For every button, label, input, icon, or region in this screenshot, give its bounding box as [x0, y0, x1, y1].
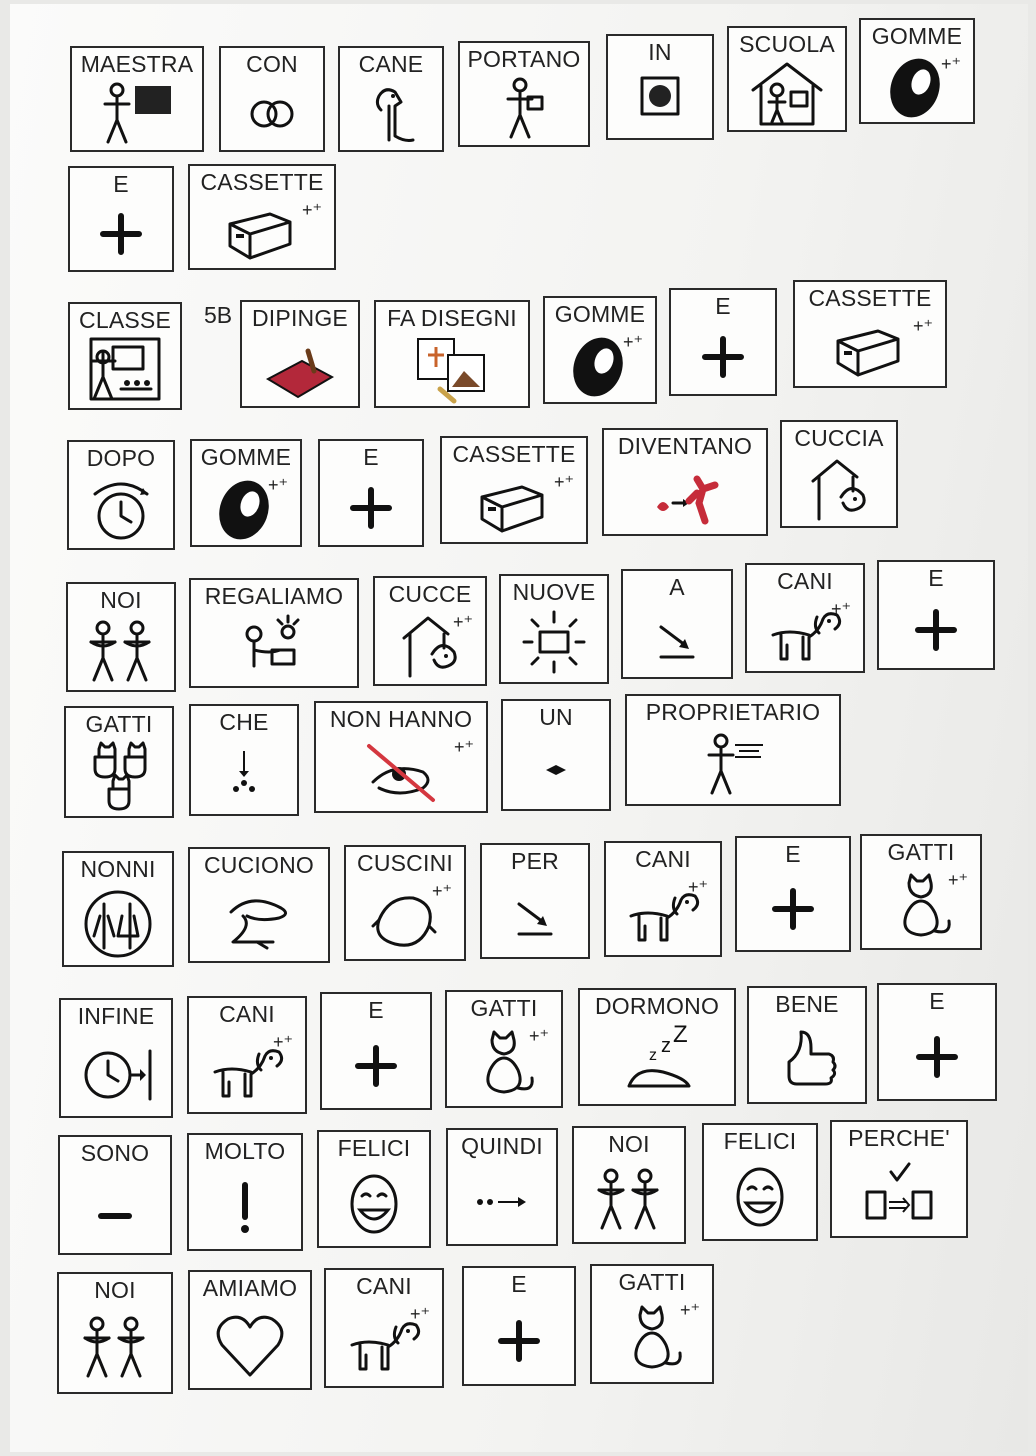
- symbol-card-label: QUINDI: [461, 1133, 543, 1159]
- symbol-picture: [879, 594, 993, 664]
- symbol-picture: [340, 80, 442, 146]
- un-icon: [514, 732, 598, 806]
- symbol-card-label: CUCCIA: [794, 425, 884, 451]
- happy-face-icon: [718, 1159, 802, 1233]
- symbol-card-fa-disegni: [374, 300, 530, 408]
- plural-marker: +⁺: [622, 332, 643, 352]
- symbol-card-felici: [702, 1123, 818, 1241]
- plus-icon: [79, 196, 163, 270]
- teacher-icon: [95, 76, 179, 150]
- symbol-card-label: PORTANO: [467, 46, 581, 72]
- become-icon: [643, 459, 727, 533]
- symbol-picture: [832, 1154, 966, 1232]
- symbol-picture: [608, 68, 712, 134]
- clock-end-icon: [74, 1035, 158, 1109]
- symbol-card-cani: [604, 841, 722, 957]
- plural-marker: +⁺: [409, 1304, 430, 1324]
- symbol-card-dipinge: [240, 300, 360, 408]
- symbol-picture: [460, 75, 588, 141]
- symbol-card-portano: [458, 41, 590, 147]
- symbol-card-amiamo: [188, 1270, 312, 1390]
- symbol-card-label: NOI: [608, 1131, 650, 1157]
- symbol-picture: [604, 462, 766, 530]
- symbol-card-label: PROPRIETARIO: [645, 699, 821, 725]
- symbol-card-label: GATTI: [470, 995, 538, 1021]
- because-icon: [857, 1156, 941, 1230]
- symbol-card-infine: [59, 998, 173, 1118]
- symbol-picture: [69, 474, 173, 544]
- symbol-card-label: E: [363, 444, 379, 470]
- symbol-card-cani: [324, 1268, 444, 1388]
- symbol-card-cassette: [793, 280, 947, 388]
- symbol-card-label: CANI: [356, 1273, 412, 1299]
- plural-marker: +⁺: [452, 612, 473, 632]
- symbol-card-noi: [66, 582, 176, 692]
- symbol-card-label: CANI: [635, 846, 691, 872]
- owner-icon: [691, 727, 775, 801]
- symbol-card-nuove: [499, 574, 609, 684]
- crate-icon: [472, 467, 556, 541]
- minus-icon: [73, 1172, 157, 1246]
- che-icon: [202, 737, 286, 811]
- symbol-picture: [221, 80, 323, 146]
- symbol-card-label: NUOVE: [512, 579, 596, 605]
- symbol-card-sono: [58, 1135, 172, 1255]
- to-arrow-icon: [635, 601, 719, 675]
- plural-marker: +⁺: [553, 472, 574, 492]
- symbol-picture: [190, 881, 328, 957]
- plural-marker: +⁺: [830, 599, 851, 619]
- plus-icon: [329, 470, 413, 544]
- symbol-card-label: SONO: [80, 1140, 150, 1166]
- symbol-card-noi: [57, 1272, 173, 1394]
- plus-icon: [477, 1303, 561, 1377]
- we-icon: [587, 1162, 671, 1236]
- symbol-picture: [574, 1160, 684, 1238]
- symbol-card-e: [877, 983, 997, 1101]
- symbol-card-gomme: [859, 18, 975, 124]
- plural-marker: +⁺: [687, 877, 708, 897]
- symbol-card-e: [735, 836, 851, 952]
- symbol-card-a: [621, 569, 733, 679]
- symbol-picture: [580, 1022, 734, 1100]
- classroom-icon: [83, 333, 167, 407]
- symbol-card-label: CLASSE: [79, 307, 171, 333]
- clock-after-icon: [79, 472, 163, 546]
- symbol-card-label: E: [929, 988, 945, 1014]
- cats-icon: [77, 739, 161, 813]
- symbol-card-label: GATTI: [85, 711, 153, 737]
- symbol-card-label: FA DISEGNI: [387, 305, 517, 331]
- symbol-card-label: FELICI: [723, 1128, 797, 1154]
- symbol-card-cuccia: [780, 420, 898, 528]
- symbol-card-label: MAESTRA: [80, 51, 194, 77]
- plus-icon: [334, 1028, 418, 1102]
- school-icon: [745, 56, 829, 130]
- we-icon: [79, 614, 163, 688]
- symbol-card-cane: [338, 46, 444, 152]
- plus-icon: [895, 1019, 979, 1093]
- symbol-card-label: PERCHE': [848, 1125, 950, 1151]
- symbol-picture: [70, 200, 172, 266]
- symbol-card-label: INFINE: [77, 1003, 155, 1029]
- symbol-card-label: FELICI: [337, 1135, 411, 1161]
- dots-arrow-icon: [460, 1164, 544, 1238]
- drawings-icon: [410, 331, 494, 405]
- symbol-card-label: E: [715, 293, 731, 319]
- symbol-picture: [66, 740, 172, 812]
- plural-marker: +⁺: [947, 870, 968, 890]
- symbol-picture: [70, 336, 180, 404]
- symbol-picture: [501, 608, 607, 678]
- symbol-card-label: DIPINGE: [252, 305, 348, 331]
- symbol-picture: [72, 80, 202, 146]
- symbol-picture: [448, 1162, 556, 1240]
- symbol-picture: [482, 877, 588, 953]
- thumbs-up-icon: [765, 1022, 849, 1096]
- symbol-card-label: MOLTO: [204, 1138, 286, 1164]
- symbol-card-label: CASSETTE: [452, 441, 576, 467]
- symbol-card-label: REGALIAMO: [204, 583, 344, 609]
- symbol-card-dopo: [67, 440, 175, 550]
- symbol-card-bene: [747, 986, 867, 1104]
- symbol-card-quindi: [446, 1128, 558, 1246]
- symbol-picture: [376, 334, 528, 402]
- to-arrow-icon: [493, 878, 577, 952]
- symbol-card-cucce: [373, 576, 487, 686]
- crate-icon: [828, 311, 912, 385]
- doghouse-icon: [797, 451, 881, 525]
- plural-marker: +⁺: [528, 1026, 549, 1046]
- symbol-card-label: E: [785, 841, 801, 867]
- symbol-card-e: [877, 560, 995, 670]
- symbol-card-non-hanno: [314, 701, 488, 813]
- symbol-card-label: E: [113, 171, 129, 197]
- symbol-card-molto: [187, 1133, 303, 1251]
- symbol-card-gomme: [190, 439, 302, 547]
- symbol-card-label: GOMME: [871, 23, 963, 49]
- symbol-picture: [729, 60, 845, 126]
- symbol-card-e: [68, 166, 174, 272]
- rings-icon: [230, 76, 314, 150]
- symbol-card-label: CASSETTE: [200, 169, 324, 195]
- symbol-card-label: E: [511, 1271, 527, 1297]
- symbol-card-e: [669, 288, 777, 396]
- symbol-card-label: NONNI: [80, 856, 156, 882]
- symbol-card-dormono: [578, 988, 736, 1106]
- symbol-card-label: GATTI: [618, 1269, 686, 1295]
- plural-marker: +⁺: [679, 1300, 700, 1320]
- symbol-card-gomme: [543, 296, 657, 404]
- symbol-card-e: [462, 1266, 576, 1386]
- symbol-card-label: CUCCE: [388, 581, 472, 607]
- symbol-card-label: NOI: [100, 587, 142, 613]
- symbol-card-felici: [317, 1130, 431, 1248]
- symbol-card-label: BENE: [775, 991, 839, 1017]
- symbol-picture: [191, 738, 297, 810]
- symbol-card-label: CON: [246, 51, 298, 77]
- symbol-picture: [191, 612, 357, 682]
- svg-text:z: z: [661, 1035, 671, 1057]
- plus-icon: [681, 319, 765, 393]
- symbol-picture: [879, 1017, 995, 1095]
- symbol-card-label: CANI: [219, 1001, 275, 1027]
- sitting-dog-icon: [349, 76, 433, 150]
- not-have-icon: [359, 734, 443, 808]
- symbol-card-label: A: [669, 574, 685, 600]
- symbol-card-con: [219, 46, 325, 152]
- plural-marker: +⁺: [301, 200, 322, 220]
- symbol-card-cani: [745, 563, 865, 673]
- symbol-picture: [68, 616, 174, 686]
- plural-marker: +⁺: [940, 54, 961, 74]
- happy-face-icon: [332, 1166, 416, 1240]
- symbol-picture: [464, 1300, 574, 1380]
- symbol-picture: [623, 603, 731, 673]
- symbol-card-perche: [830, 1120, 968, 1238]
- symbol-card-noi: [572, 1126, 686, 1244]
- symbol-card-label: E: [928, 565, 944, 591]
- symbol-card-nonni: [62, 851, 174, 967]
- heart-icon: [208, 1307, 292, 1381]
- plus-icon: [894, 592, 978, 666]
- symbol-card-maestra: [70, 46, 204, 152]
- symbol-card-label: DORMONO: [594, 993, 720, 1019]
- sleep-icon: [615, 1024, 699, 1098]
- symbol-card-in: [606, 34, 714, 140]
- symbol-picture: [782, 454, 896, 522]
- symbol-picture: [319, 1164, 429, 1242]
- plus-icon: [751, 871, 835, 945]
- symbol-card-cassette: [188, 164, 336, 270]
- symbol-picture: [64, 885, 172, 961]
- symbol-picture: [737, 870, 849, 946]
- symbol-card-diventano: [602, 428, 768, 536]
- symbol-card-label: UN: [539, 704, 573, 730]
- we-icon: [73, 1310, 157, 1384]
- symbol-card-e: [320, 992, 432, 1110]
- symbol-card-label: DOPO: [86, 445, 156, 471]
- symbol-card-regaliamo: [189, 578, 359, 688]
- symbol-card-label: CANI: [777, 568, 833, 594]
- symbol-card-label: GOMME: [200, 444, 292, 470]
- plural-marker: +⁺: [453, 737, 474, 757]
- grandparents-icon: [76, 886, 160, 960]
- symbol-picture: [671, 322, 775, 390]
- symbol-card-gatti: [860, 834, 982, 950]
- symbol-picture: [749, 1020, 865, 1098]
- symbol-card-label: CANE: [358, 51, 424, 77]
- symbol-picture: [190, 1304, 310, 1384]
- exclamation-icon: [203, 1169, 287, 1243]
- give-icon: [232, 610, 316, 684]
- symbol-card-label: CUSCINI: [357, 850, 453, 876]
- paint-icon: [258, 331, 342, 405]
- class-number-text: 5B: [204, 302, 233, 328]
- symbol-card-label: GATTI: [887, 839, 955, 865]
- plural-marker: +⁺: [431, 881, 452, 901]
- plural-marker: +⁺: [267, 475, 288, 495]
- symbol-picture: [61, 1032, 171, 1112]
- symbol-card-label: AMIAMO: [202, 1275, 298, 1301]
- symbol-picture: [503, 733, 609, 805]
- symbol-card-label: PER: [511, 848, 559, 874]
- symbol-picture: [322, 1026, 430, 1104]
- symbol-card-label: IN: [648, 39, 672, 65]
- symbol-card-label: E: [368, 997, 384, 1023]
- symbol-picture: [189, 1167, 301, 1245]
- symbol-picture: [242, 334, 358, 402]
- symbol-card-cuscini: [344, 845, 466, 961]
- symbol-card-label: CHE: [219, 709, 269, 735]
- new-icon: [512, 606, 596, 680]
- symbol-card-cani: [187, 996, 307, 1114]
- symbol-card-gatti: [590, 1264, 714, 1384]
- symbol-picture: [59, 1306, 171, 1388]
- symbol-card-un: [501, 699, 611, 811]
- svg-text:Z: Z: [673, 1024, 688, 1048]
- symbol-card-che: [189, 704, 299, 816]
- symbol-picture: [704, 1157, 816, 1235]
- symbol-card-label: NON HANNO: [329, 706, 473, 732]
- symbol-card-label: GOMME: [554, 301, 646, 327]
- dot-in-square-icon: [618, 64, 702, 138]
- plural-marker: +⁺: [272, 1032, 293, 1052]
- svg-text:z: z: [649, 1047, 657, 1064]
- symbol-card-label: DIVENTANO: [617, 433, 753, 459]
- symbol-card-label: CUCIONO: [203, 852, 314, 878]
- symbol-card-cassette: [440, 436, 588, 544]
- symbol-card-per: [480, 843, 590, 959]
- symbol-card-classe: [68, 302, 182, 410]
- symbol-picture: [60, 1169, 170, 1249]
- symbol-card-scuola: [727, 26, 847, 132]
- symbol-card-label: SCUOLA: [739, 31, 835, 57]
- symbol-card-proprietario: [625, 694, 841, 806]
- crate-icon: [220, 194, 304, 268]
- symbol-card-label: CASSETTE: [808, 285, 932, 311]
- person-carrying-icon: [482, 71, 566, 145]
- symbol-picture: [320, 473, 422, 541]
- symbol-picture: [627, 728, 839, 800]
- symbol-card-gatti: [64, 706, 174, 818]
- symbol-card-e: [318, 439, 424, 547]
- plural-marker: +⁺: [912, 316, 933, 336]
- symbol-card-gatti: [445, 990, 563, 1108]
- symbol-card-cuciono: [188, 847, 330, 963]
- symbol-card-label: NOI: [94, 1277, 136, 1303]
- sew-icon: [217, 882, 301, 956]
